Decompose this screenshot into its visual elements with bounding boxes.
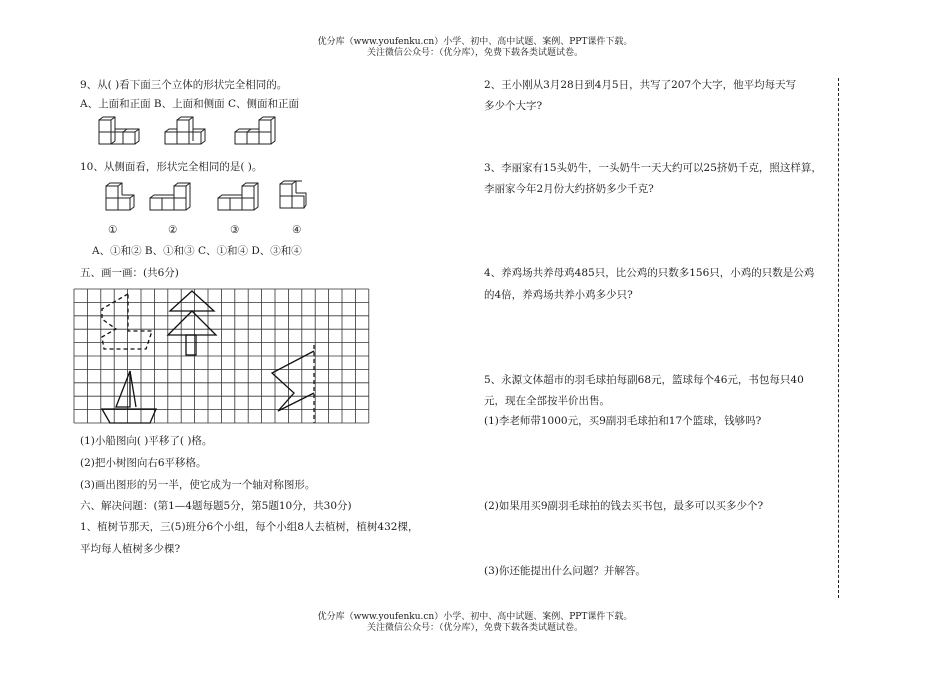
boat-figure — [102, 371, 156, 423]
page-header-line2: 关注微信公众号：（优分库），免费下载各类试题试卷。 — [366, 48, 583, 58]
fold-line — [838, 78, 839, 598]
q10-label-3: ③ — [230, 224, 240, 236]
draw-q2: (2)把小树图向右6平移格。 — [80, 457, 207, 469]
q10-figures — [100, 180, 360, 220]
q10-label-1: ① — [108, 224, 118, 236]
draw-q3: (3)画出图形的另一半，使它成为一个轴对称图形。 — [80, 479, 316, 491]
zigzag-figure — [272, 351, 314, 411]
draw-q1: (1)小船图向( )平移了( )格。 — [80, 435, 213, 447]
q9-stem: 9、从( )看下面三个立体的形状完全相同的。 — [80, 79, 288, 91]
q10-label-2: ② — [168, 224, 178, 236]
right-q4-line2: 的4倍，养鸡场共养小鸡多少只? — [484, 289, 633, 301]
right-q5-2: (2)如果用买9副羽毛球拍的钱去买书包，最多可以买多少个? — [484, 500, 764, 512]
q9-figures — [95, 116, 295, 146]
right-q5-line2: 元，现在全部按半价出售。 — [484, 395, 610, 407]
solve-q1-line1: 1、植树节那天，三(5)班分6个小组，每个小组8人去植树，植树432棵， — [80, 521, 419, 533]
right-q5-line1: 5、永源文体超市的羽毛球拍每副68元，篮球每个46元，书包每只40 — [484, 374, 804, 386]
draw-title: 五、画一画：(共6分) — [80, 267, 179, 279]
right-q2-line1: 2、王小刚从3月28日到4月5日，共写了207个大字，他平均每天写 — [484, 79, 797, 91]
right-q4-line1: 4、养鸡场共养母鸡485只，比公鸡的只数多156只，小鸡的只数是公鸡 — [484, 267, 815, 279]
page-header-line1: 优分库（www.youfenku.cn）小学、初中、高中试题、案例、PPT课件下载。 — [317, 37, 633, 47]
draw-grid — [74, 289, 370, 425]
page-footer-line1: 优分库（www.youfenku.cn）小学、初中、高中试题、案例、PPT课件下载。 — [317, 612, 633, 622]
right-q3-line1: 3、李丽家有15头奶牛，一头奶牛一天大约可以25挤奶千克，照这样算， — [484, 162, 822, 174]
q9-options: A、上面和正面 B、上面和侧面 C、侧面和正面 — [80, 98, 300, 110]
page-footer-line2: 关注微信公众号：（优分库），免费下载各类试题试卷。 — [366, 623, 583, 633]
q10-label-4: ④ — [292, 224, 302, 236]
solve-title: 六、解决问题：(第1—4题每题5分，第5题10分，共30分) — [80, 500, 352, 512]
right-q3-line2: 李丽家今年2月份大约挤奶多少千克? — [484, 183, 654, 195]
q10-stem: 10、从侧面看，形状完全相同的是( )。 — [80, 161, 263, 173]
right-q5-3: (3)你还能提出什么问题？并解答。 — [484, 565, 646, 577]
right-q2-line2: 多少个大字? — [484, 100, 543, 112]
tree-figure — [168, 291, 216, 355]
solve-q1-line2: 平均每人植树多少棵? — [80, 543, 181, 555]
q10-options: A、①和② B、①和③ C、①和④ D、③和④ — [92, 245, 302, 257]
right-q5-1: (1)李老师带1000元，买9副羽毛球拍和17个篮球，钱够吗? — [484, 415, 762, 427]
